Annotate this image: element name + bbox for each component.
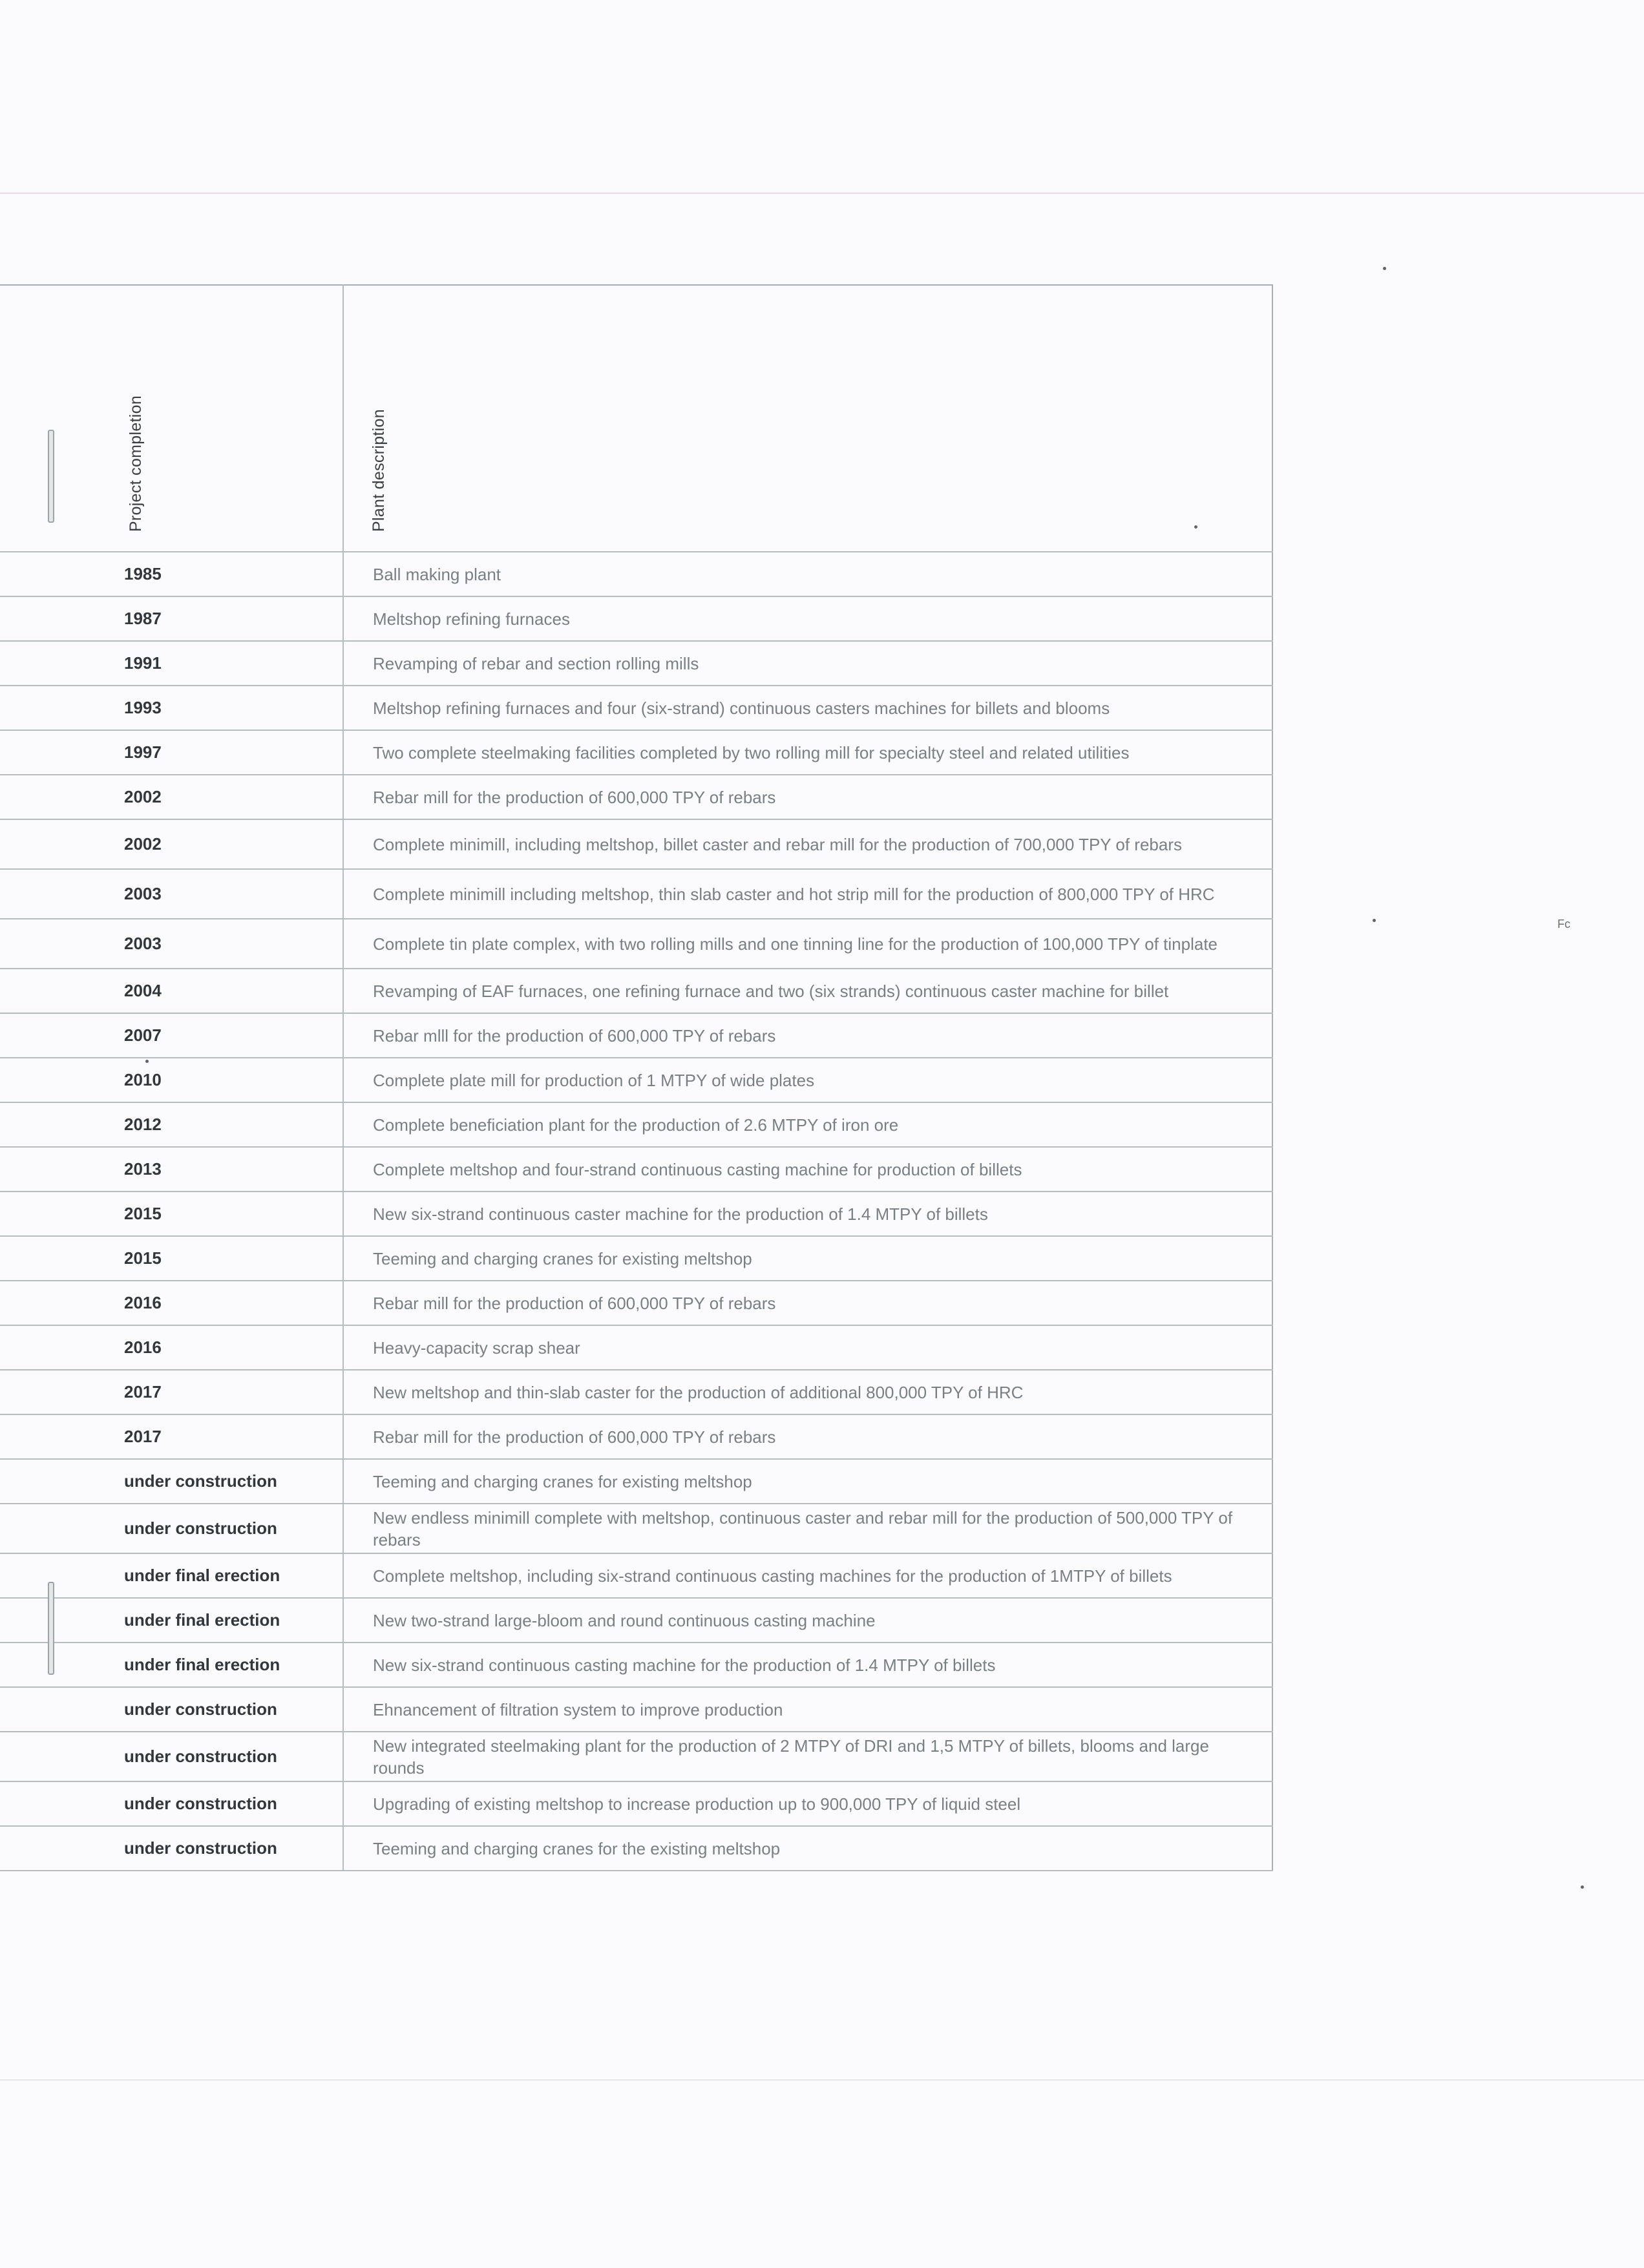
year-cell: 2002: [0, 775, 343, 819]
description-cell: New six-strand continuous caster machine for the production of 1.4 MTPY of billets: [343, 1192, 1272, 1236]
table-row: [0, 1281, 1272, 1325]
scan-speck: [1194, 525, 1197, 529]
description-cell: Complete minimill, including meltshop, billet caster and rebar mill for the production of 700,000 TPY of rebars: [343, 819, 1272, 869]
table-row: [0, 869, 1272, 919]
table-row: [0, 1504, 1272, 1553]
year-cell: under construction: [0, 1459, 343, 1504]
header-plant-description: [343, 285, 1272, 552]
description-cell: Rebar mill for the production of 600,000 TPY of rebars: [343, 775, 1272, 819]
description-cell: Teeming and charging cranes for existing meltshop: [343, 1236, 1272, 1281]
table-row: [0, 1414, 1272, 1459]
year-cell: under final erection: [0, 1598, 343, 1643]
project-completion-label: Project completion: [127, 395, 145, 532]
description-cell: Ehnancement of filtration system to improve production: [343, 1687, 1272, 1732]
year-cell: 2003: [0, 919, 343, 969]
binder-clip-mark: [48, 1582, 54, 1675]
scan-speck: [1581, 1885, 1584, 1889]
scan-speck: [1373, 919, 1376, 922]
description-cell: New two-strand large-bloom and round continuous casting machine: [343, 1598, 1272, 1643]
description-cell: Meltshop refining furnaces and four (six-strand) continuous casters machines for billets and blooms: [343, 686, 1272, 730]
references-table: [0, 284, 1273, 1871]
table-row: [0, 1643, 1272, 1687]
scan-edge-bottom: [0, 2079, 1644, 2081]
year-cell: 2015: [0, 1192, 343, 1236]
year-cell: under final erection: [0, 1553, 343, 1598]
year-cell: under construction: [0, 1687, 343, 1732]
scan-edge-top: [0, 193, 1644, 194]
table-row: [0, 1147, 1272, 1192]
description-cell: New six-strand continuous casting machine for the production of 1.4 MTPY of billets: [343, 1643, 1272, 1687]
scan-speck: [145, 1060, 149, 1063]
table-row: [0, 1102, 1272, 1147]
table-row: [0, 969, 1272, 1013]
year-cell: 2003: [0, 869, 343, 919]
table-row: [0, 1553, 1272, 1598]
description-cell: Ball making plant: [343, 552, 1272, 596]
description-cell: New meltshop and thin-slab caster for the production of additional 800,000 TPY of HRC: [343, 1370, 1272, 1414]
table-row: [0, 730, 1272, 775]
scan-speck: [1383, 267, 1386, 270]
description-cell: Rebar mlll for the production of 600,000 TPY of rebars: [343, 1013, 1272, 1058]
year-cell: 1993: [0, 686, 343, 730]
year-cell: 2016: [0, 1325, 343, 1370]
description-cell: Heavy-capacity scrap shear: [343, 1325, 1272, 1370]
description-cell: Revamping of EAF furnaces, one refining furnace and two (six strands) continuous caster machine for billet: [343, 969, 1272, 1013]
plant-description-label: Plant description: [370, 409, 388, 532]
year-cell: 1987: [0, 596, 343, 641]
table-row: [0, 1459, 1272, 1504]
description-cell: Complete tin plate complex, with two rolling mills and one tinning line for the production of 100,000 TPY of tinplate: [343, 919, 1272, 969]
table-row: [0, 1192, 1272, 1236]
description-cell: Rebar mill for the production of 600,000 TPY of rebars: [343, 1281, 1272, 1325]
description-cell: New integrated steelmaking plant for the production of 2 MTPY of DRI and 1,5 MTPY of billets, blooms and large rounds: [343, 1732, 1272, 1781]
year-cell: under construction: [0, 1826, 343, 1871]
binder-clip-mark: [48, 430, 54, 523]
year-cell: 2017: [0, 1414, 343, 1459]
table-row: [0, 1013, 1272, 1058]
description-cell: Revamping of rebar and section rolling mills: [343, 641, 1272, 686]
description-cell: Meltshop refining furnaces: [343, 596, 1272, 641]
table-row: [0, 1370, 1272, 1414]
year-cell: 2013: [0, 1147, 343, 1192]
year-cell: 2010: [0, 1058, 343, 1102]
description-cell: Teeming and charging cranes for the existing meltshop: [343, 1826, 1272, 1871]
table-row: [0, 686, 1272, 730]
description-cell: Complete meltshop, including six-strand continuous casting machines for the production of 1MTPY of billets: [343, 1553, 1272, 1598]
description-cell: Rebar mill for the production of 600,000 TPY of rebars: [343, 1414, 1272, 1459]
year-cell: under construction: [0, 1504, 343, 1553]
year-cell: 2016: [0, 1281, 343, 1325]
table-row: [0, 1781, 1272, 1826]
description-cell: New endless minimill complete with meltshop, continuous caster and rebar mill for the production of 500,000 TPY of rebars: [343, 1504, 1272, 1553]
year-cell: under construction: [0, 1781, 343, 1826]
year-cell: 2017: [0, 1370, 343, 1414]
description-cell: Upgrading of existing meltshop to increase production up to 900,000 TPY of liquid steel: [343, 1781, 1272, 1826]
description-cell: Complete meltshop and four-strand continuous casting machine for production of billets: [343, 1147, 1272, 1192]
table-row: [0, 641, 1272, 686]
table-row: [0, 552, 1272, 596]
table-row: [0, 1058, 1272, 1102]
table-row: [0, 1732, 1272, 1781]
table-row: [0, 1325, 1272, 1370]
table-row: [0, 775, 1272, 819]
year-cell: 2012: [0, 1102, 343, 1147]
table-row: [0, 919, 1272, 969]
table-row: [0, 819, 1272, 869]
table-row: [0, 1236, 1272, 1281]
year-cell: 1985: [0, 552, 343, 596]
table-header-row: [0, 285, 1272, 552]
year-cell: 1991: [0, 641, 343, 686]
table-row: [0, 1598, 1272, 1643]
year-cell: 2004: [0, 969, 343, 1013]
description-cell: Complete plate mill for production of 1 MTPY of wide plates: [343, 1058, 1272, 1102]
table-row: [0, 1687, 1272, 1732]
year-cell: under construction: [0, 1732, 343, 1781]
table-row: [0, 1826, 1272, 1871]
description-cell: Complete beneficiation plant for the production of 2.6 MTPY of iron ore: [343, 1102, 1272, 1147]
year-cell: 2015: [0, 1236, 343, 1281]
table-row: [0, 596, 1272, 641]
year-cell: 2002: [0, 819, 343, 869]
description-cell: Teeming and charging cranes for existing meltshop: [343, 1459, 1272, 1504]
year-cell: 1997: [0, 730, 343, 775]
description-cell: Complete minimill including meltshop, thin slab caster and hot strip mill for the production of 800,000 TPY of HRC: [343, 869, 1272, 919]
year-cell: under final erection: [0, 1643, 343, 1687]
margin-pen-mark: Fc: [1557, 918, 1570, 930]
year-cell: 2007: [0, 1013, 343, 1058]
description-cell: Two complete steelmaking facilities completed by two rolling mill for specialty steel and related utilities: [343, 730, 1272, 775]
